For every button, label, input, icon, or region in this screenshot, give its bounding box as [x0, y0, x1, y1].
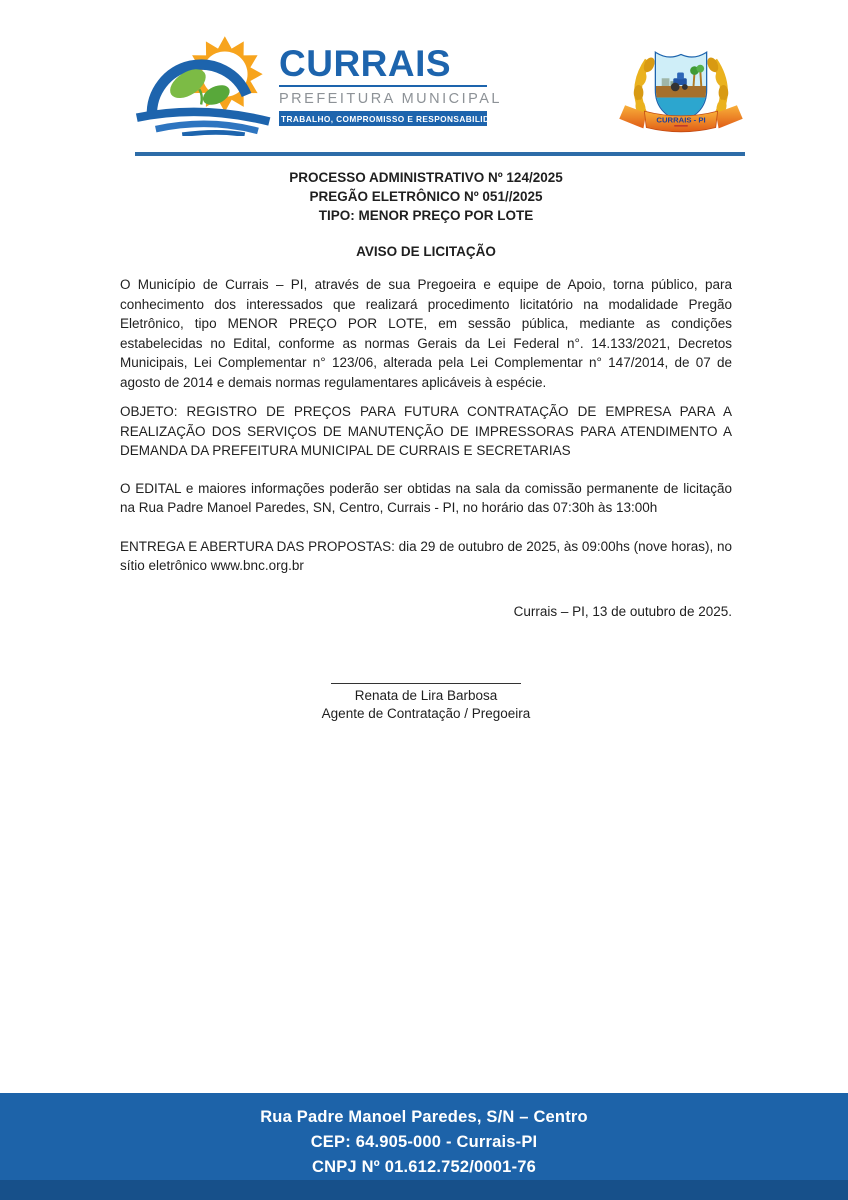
process-title-block: [120, 168, 732, 225]
logo-name: CURRAIS: [279, 43, 452, 84]
object-paragraph: OBJETO: REGISTRO DE PREÇOS PARA FUTURA CONTRATAÇÃO DE EMPRESA PARA A REALIZAÇÃO DOS SERVIÇOS DE MANUTENÇÃO DE IMPRESSORAS PARA ATENDIMENTO A DEMANDA DA PREFEITURA MUNICIPAL DE CURRAIS E SECRETARIAS: [120, 404, 732, 458]
footer-cnpj-line: CNPJ Nº 01.612.752/0001-76: [311, 1158, 537, 1176]
footer-address-block: [0, 1093, 848, 1180]
footer-address-line: Rua Padre Manoel Paredes, S/N – Centro: [260, 1108, 588, 1126]
header-divider: [135, 152, 745, 156]
logo-tagline-badge: TRABALHO, COMPROMISSO E RESPONSABILIDADE: [279, 111, 487, 126]
logo-rule: [279, 85, 487, 87]
sun-leaf-logo-icon: [133, 36, 275, 136]
date-line: Currais – PI, 13 de outubro de 2025.: [513, 603, 732, 619]
process-line-3: TIPO: MENOR PREÇO POR LOTE: [318, 208, 534, 223]
process-line-1: PROCESSO ADMINISTRATIVO Nº 124/2025: [289, 170, 563, 185]
signature-name: Renata de Lira Barbosa: [354, 688, 498, 703]
municipal-logo: [133, 36, 509, 136]
edital-info-paragraph: O EDITAL e maiores informações poderão ser obtidas na sala da comissão permanente de licitação na Rua Padre Manoel Paredes, SN, Centro, Currais - PI, no horário das 07:30h às 13:00h: [120, 480, 732, 515]
logo-text-block: [279, 43, 509, 126]
footer-bottom-strip: [0, 1180, 848, 1200]
municipal-crest-icon: [610, 32, 752, 140]
page-footer: [0, 1093, 848, 1200]
logo-subtitle: PREFEITURA MUNICIPAL: [279, 91, 502, 107]
process-line-2: PREGÃO ELETRÔNICO Nº 051//2025: [309, 189, 543, 204]
footer-cep-line: CEP: 64.905-000 - Currais-PI: [310, 1133, 538, 1151]
crest-banner-label: CURRAIS - PI: [656, 115, 706, 125]
document-body: [120, 168, 732, 723]
page-header: [0, 0, 848, 140]
signature-line: [331, 683, 521, 684]
signature-role: Agente de Contratação / Pregoeira: [321, 706, 531, 721]
signature-block: [120, 683, 732, 723]
notice-heading: AVISO DE LICITAÇÃO: [356, 244, 496, 259]
intro-paragraph: O Município de Currais – PI, através de sua Pregoeira e equipe de Apoio, torna público, para conhecimento dos interessados que realizará procedimento licitatório na modalidade Pregão Eletrônico, tipo MENOR PREÇO POR LOTE, em sessão pública, mediante as condições estabelecidas no Edital, conforme as normas Gerais da Lei Federal n°. 14.133/2021, Decretos Municipais, Lei Complementar n° 123/06, alterada pela Lei Complementar n° 147/2014, de 07 de agosto de 2014 e demais normas regulamentares aplicáveis à espécie.: [120, 277, 732, 390]
proposal-opening-paragraph: ENTREGA E ABERTURA DAS PROPOSTAS: dia 29 de outubro de 2025, às 09:00hs (nove horas), no sítio eletrônico www.bnc.org.br: [120, 538, 732, 573]
